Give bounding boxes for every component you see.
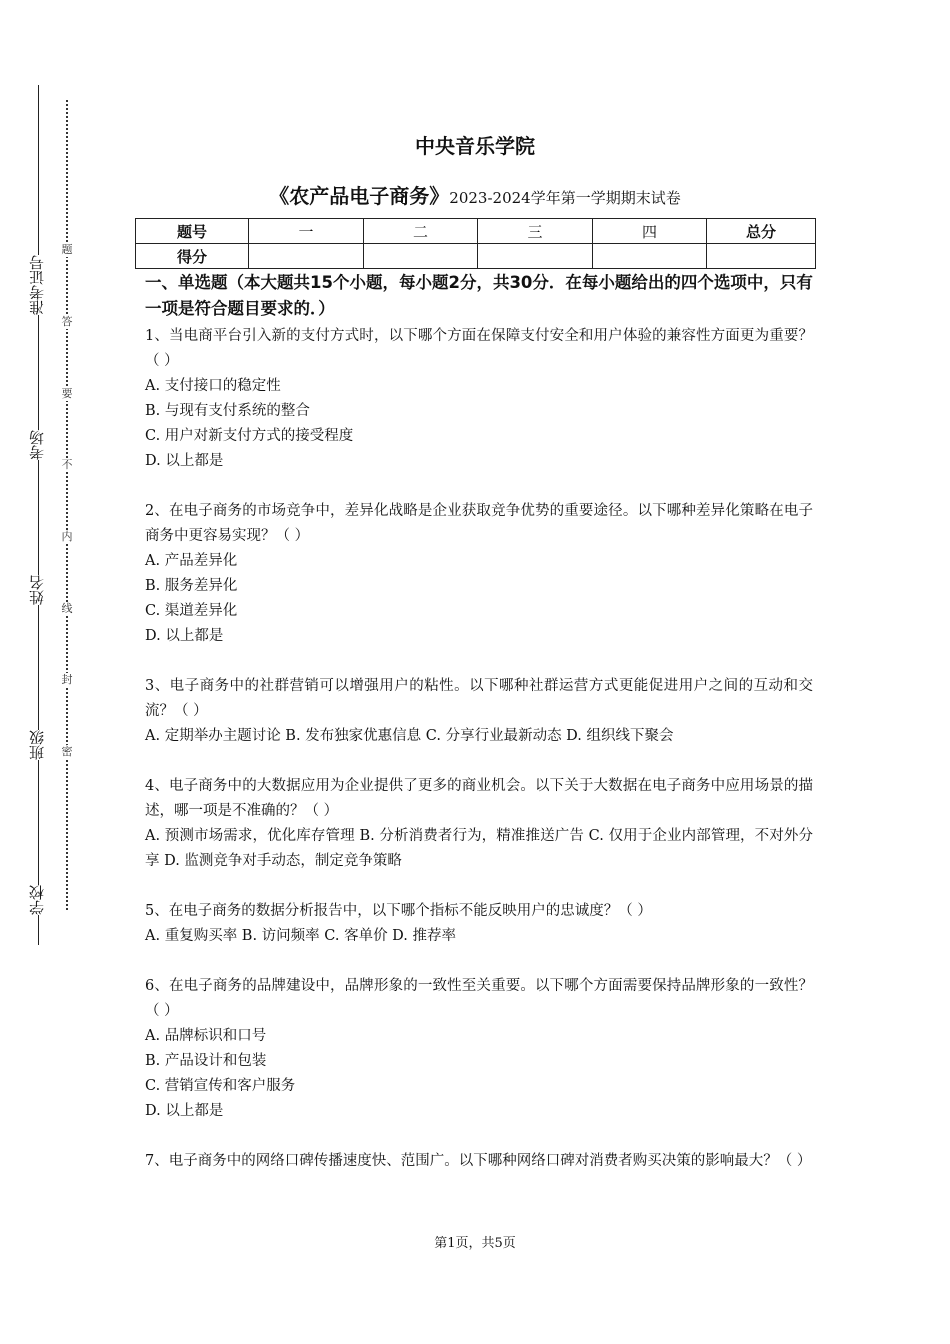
seal-char: 内	[59, 530, 75, 544]
question-stem: 6、在电子商务的品牌建设中，品牌形象的一致性至关重要。以下哪个方面需要保持品牌形象的一致性？（ ）	[145, 978, 813, 1019]
question-stem: 5、在电子商务的数据分析报告中，以下哪个指标不能反映用户的忠诚度？（ ）	[145, 903, 652, 919]
question-stem: 2、在电子商务的市场竞争中，差异化战略是企业获取竞争优势的重要途径。以下哪种差异化策略在电子商务中更容易实现？（ ）	[145, 503, 813, 544]
score-table-cell: 四	[593, 219, 707, 244]
score-table-score-row	[136, 244, 816, 269]
answer-option: B. 服务差异化	[145, 578, 238, 594]
question-item	[145, 774, 813, 874]
score-table-cell: 二	[364, 219, 478, 244]
section-heading: 一、单选题（本大题共15个小题，每小题2分，共30分．在每小题给出的四个选项中，只有一项是符合题目要求的．）	[145, 273, 813, 318]
seal-char: 要	[59, 387, 75, 401]
score-table-cell: 三	[478, 219, 593, 244]
binding-solid-line	[38, 85, 39, 945]
exam-term: 2023-2024学年第一学期期末试卷	[449, 189, 681, 207]
score-table-cell: 题号	[136, 219, 249, 244]
answer-option: A. 重复购买率 B. 访问频率 C. 客单价 D. 推荐率	[145, 928, 457, 944]
answer-option: A. 品牌标识和口号	[145, 1028, 267, 1044]
question-item	[145, 899, 813, 949]
question-item	[145, 974, 813, 1124]
score-table-header-row	[136, 219, 816, 244]
name-label: 姓名	[22, 575, 52, 605]
score-table-cell: 总分	[707, 219, 816, 244]
answer-option: C. 渠道差异化	[145, 603, 238, 619]
score-blank-cell	[364, 244, 478, 269]
question-stem: 7、电子商务中的网络口碑传播速度快、范围广。以下哪种网络口碑对消费者购买决策的影响最大？（ ）	[145, 1153, 812, 1169]
score-blank-cell	[593, 244, 707, 269]
course-title: 《农产品电子商务》	[269, 184, 450, 208]
question-item	[145, 499, 813, 649]
answer-option: D. 以上都是	[145, 628, 224, 644]
exam-room-label: 考场	[22, 430, 52, 460]
score-table-cell: 得分	[136, 244, 249, 269]
answer-option: C. 用户对新支付方式的接受程度	[145, 428, 354, 444]
score-blank-cell	[478, 244, 593, 269]
question-item	[145, 324, 813, 474]
question-list	[145, 324, 813, 1174]
answer-option: B. 与现有支付系统的整合	[145, 403, 310, 419]
score-blank-cell	[249, 244, 364, 269]
school-title: 中央音乐学院	[415, 134, 535, 158]
school-label: 学校	[22, 885, 52, 915]
question-stem: 1、当电商平台引入新的支付方式时，以下哪个方面在保障支付安全和用户体验的兼容性方面更为重要？（ ）	[145, 328, 813, 369]
score-table	[135, 218, 816, 269]
seal-dotted-line	[66, 100, 68, 910]
class-label: 班级	[22, 730, 52, 760]
exam-content	[145, 270, 813, 1174]
answer-option: A. 预测市场需求，优化库存管理 B. 分析消费者行为，精准推送广告 C. 仅用于企业内部管理，不对外分享 D. 监测竞争对手动态，制定竞争策略	[145, 828, 813, 869]
answer-option: C. 营销宣传和客户服务	[145, 1078, 296, 1094]
admission-number-label: 准考证号	[22, 255, 52, 315]
seal-char: 题	[59, 243, 75, 257]
question-stem: 4、电子商务中的大数据应用为企业提供了更多的商业机会。以下关于大数据在电子商务中应用场景的描述，哪一项是不准确的？（ ）	[145, 778, 813, 819]
seal-char: 线	[59, 602, 75, 616]
question-stem: 3、电子商务中的社群营销可以增强用户的粘性。以下哪种社群运营方式更能促进用户之间的互动和交流？（ ）	[145, 678, 813, 719]
exam-subtitle	[0, 180, 950, 209]
seal-char: 封	[59, 673, 75, 687]
seal-char: 答	[59, 315, 75, 329]
seal-char: 密	[59, 745, 75, 759]
answer-option: B. 产品设计和包装	[145, 1053, 267, 1069]
seal-char: 不	[59, 458, 75, 472]
answer-option: D. 以上都是	[145, 1103, 224, 1119]
answer-option: A. 支付接口的稳定性	[145, 378, 281, 394]
answer-option: D. 以上都是	[145, 453, 224, 469]
score-blank-cell	[707, 244, 816, 269]
score-table-cell: 一	[249, 219, 364, 244]
answer-option: A. 产品差异化	[145, 553, 238, 569]
question-item	[145, 1149, 813, 1174]
page-footer: 第1页，共5页	[434, 1236, 516, 1251]
question-item	[145, 674, 813, 749]
answer-option: A. 定期举办主题讨论 B. 发布独家优惠信息 C. 分享行业最新动态 D. 组织线下聚会	[145, 728, 674, 744]
